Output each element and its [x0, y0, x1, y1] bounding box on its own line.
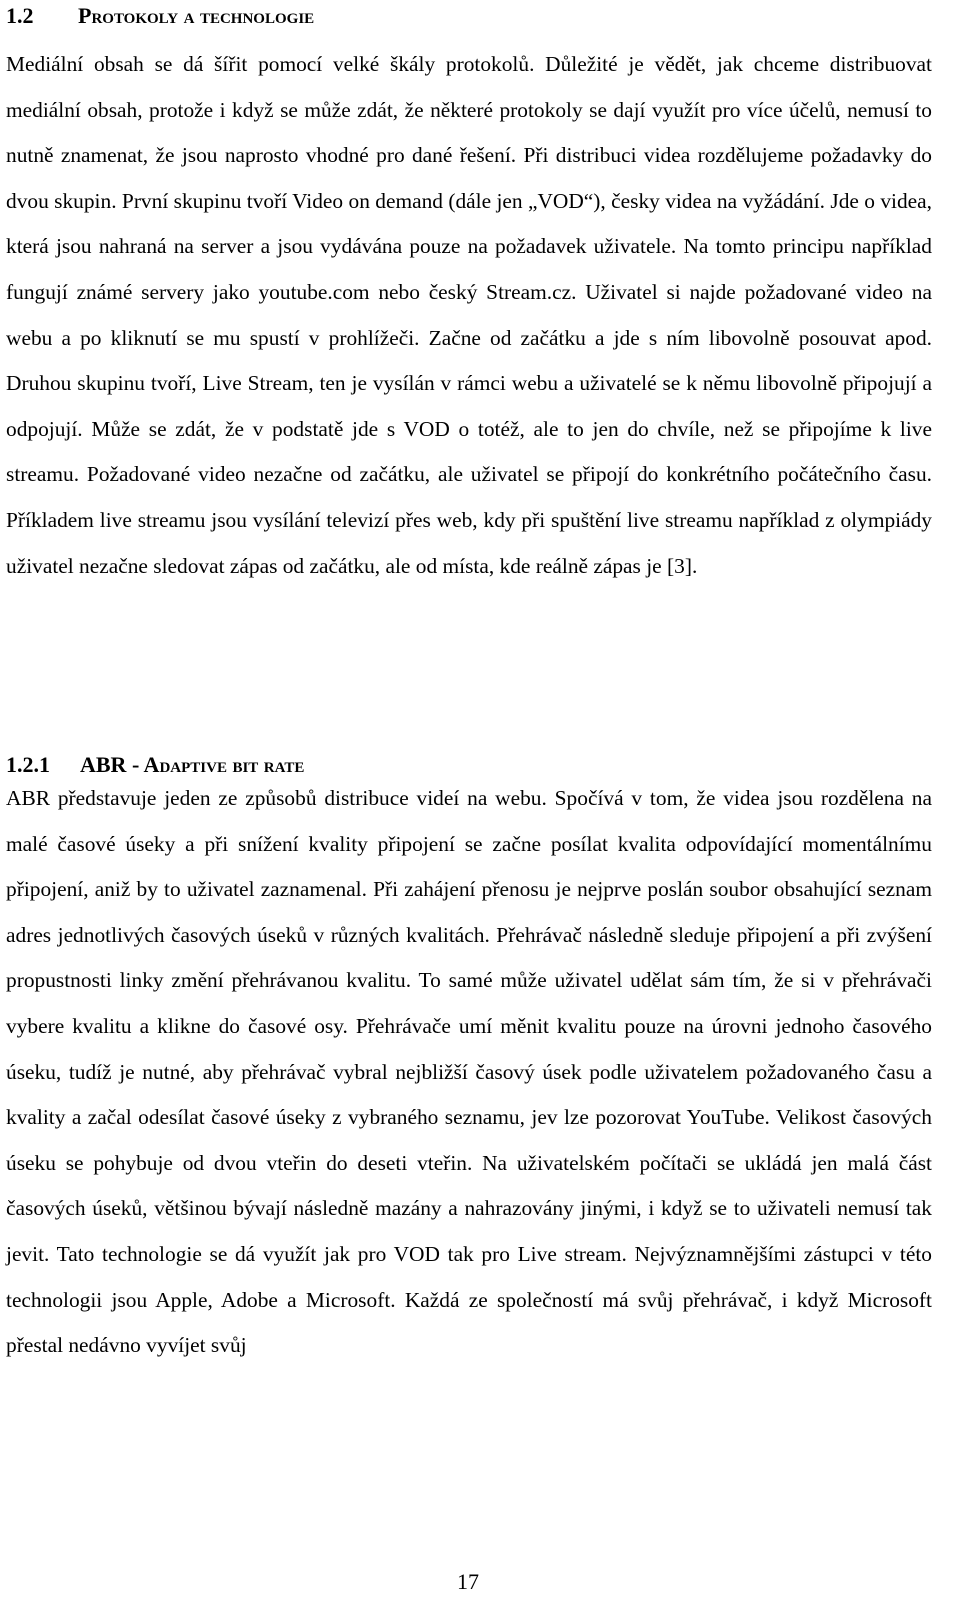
section-paragraph: Mediální obsah se dá šířit pomocí velké škály protokolů. Důležité je vědět, jak chceme distribuovat mediální obsah, protože i když se může zdát, že některé protokoly se dají využít pro více účelů, nemusí to nutně znamenat, že jsou naprosto vhodné pro dané řešení. Při distribuci videa rozdělujeme požadavky do dvou skupin. První skupinu tvoří Video on demand (dále jen „VOD“), česky videa na vyžádání. Jde o videa, která jsou nahraná na server a jsou vydávána pouze na požadavek uživatele. Na tomto principu například fungují známé servery jako youtube.com nebo český Stream.cz. Uživatel si najde požadované video na webu a po kliknutí se mu spustí v prohlížeči. Začne od začátku a jde s ním libovolně posouvat apod. Druhou skupinu tvoří, Live Stream, ten je vysílán v rámci webu a uživatelé se k němu libovolně připojují a odpojují. Může se zdát, že v podstatě jde s VOD o totéž, ale to jen do chvíle, než se připojíme k live streamu. Požadované video nezačne od začátku, ale uživatel se připojí do konkrétního počátečního času. Příkladem live streamu jsou vysílání televizí přes web, kdy při spuštění live streamu například z olympiády uživatel nezačne sledovat zápas od začátku, ale od místa, kde reálně zápas je [3]. — [6, 52, 932, 578]
subsection-paragraph: ABR představuje jeden ze způsobů distribuce videí na webu. Spočívá v tom, že videa jsou rozdělena na malé časové úseky a při snížení kvality připojení se začne posílat kvalita odpovídající momentálnímu připojení, aniž by to uživatel zaznamenal. Při zahájení přenosu je nejprve poslán soubor obsahující seznam adres jednotlivých časových úseků v různých kvalitách. Přehrávač následně sleduje připojení a při zvýšení propustnosti linky změní přehrávanou kvalitu. To samé může uživatel udělat sám tím, že si v přehrávači vybere kvalitu a klikne do časové osy. Přehrávače umí měnit kvalitu pouze na úrovni jednoho časového úseku, tudíž je nutné, aby přehrávač vybral nejbližší časový úsek podle uživatelem požadovaného času a kvality a začal odesílat časové úseky z vybraného seznamu, jev lze pozorovat YouTube. Velikost časových úseku se pohybuje od dvou vteřin do deseti vteřin. Na uživatelském počítači se ukládá jen malá část časových úseků, většinou bývají následně mazány a nahrazovány jinými, i když se to uživateli nemusí tak jevit. Tato technologie se dá využít jak pro VOD tak pro Live stream. Nejvýznamnějšími zástupci v této technologii jsou Apple, Adobe a Microsoft. Každá ze společností má svůj přehrávač, i když Microsoft přestal nedávno vyvíjet svůj — [6, 786, 932, 1358]
subsection-title: ABR - Adaptive bit rate — [80, 752, 305, 777]
section-heading — [6, 2, 314, 30]
section-number: 1.2 — [6, 3, 34, 28]
subsection-heading — [6, 751, 304, 779]
page-number: 17 — [457, 1569, 479, 1594]
section-title: Protokoly a technologie — [78, 3, 315, 28]
subsection-number: 1.2.1 — [6, 752, 50, 777]
